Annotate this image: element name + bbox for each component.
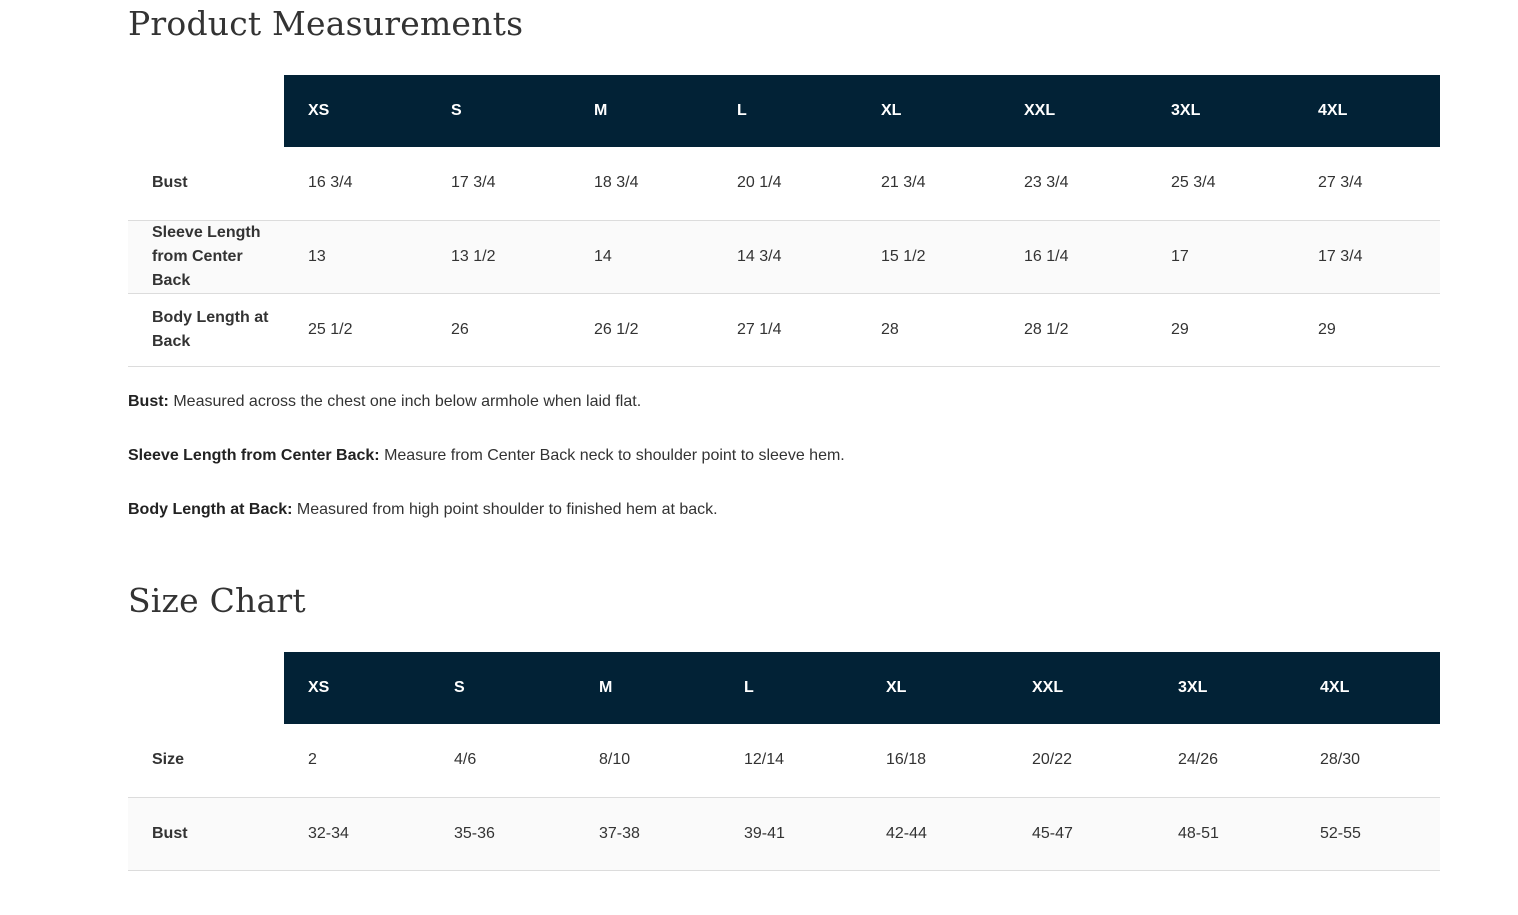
table-row-body-length: [128, 293, 1440, 366]
table-cell: 20/22: [1008, 724, 1154, 797]
size-header-xl: XL: [857, 75, 1000, 147]
size-header-xl: XL: [862, 652, 1008, 724]
table-cell: 16 3/4: [284, 147, 427, 220]
size-header-xs: XS: [284, 75, 427, 147]
row-label: Bust: [128, 147, 284, 220]
note-text: Measured across the chest one inch below armhole when laid flat.: [168, 393, 642, 410]
table-cell: 17 3/4: [427, 147, 570, 220]
size-header-m: M: [570, 75, 713, 147]
table-cell: 24/26: [1154, 724, 1296, 797]
note-text: Measure from Center Back neck to shoulder point to sleeve hem.: [379, 447, 845, 464]
table-cell: 21 3/4: [857, 147, 1000, 220]
note-term: Bust:: [128, 393, 169, 410]
table-cell: 26 1/2: [570, 293, 713, 366]
table-cell: 48-51: [1154, 797, 1296, 870]
table-cell: 2: [284, 724, 430, 797]
table-cell: 52-55: [1296, 797, 1440, 870]
table-cell: 14: [570, 220, 713, 293]
header-corner: [128, 652, 284, 724]
table-cell: 18 3/4: [570, 147, 713, 220]
measurement-notes: [128, 392, 1428, 554]
size-header-3xl: 3XL: [1147, 75, 1294, 147]
table-cell: 16/18: [862, 724, 1008, 797]
table-cell: 28/30: [1296, 724, 1440, 797]
table-cell: 27 1/4: [713, 293, 857, 366]
note-body-length: [128, 500, 1428, 554]
row-label: Body Length at Back: [128, 293, 284, 366]
table-row-sleeve-length: [128, 220, 1440, 293]
table-cell: 20 1/4: [713, 147, 857, 220]
table-cell: 14 3/4: [713, 220, 857, 293]
table-cell: 23 3/4: [1000, 147, 1147, 220]
size-header-xxl: XXL: [1000, 75, 1147, 147]
table-cell: 15 1/2: [857, 220, 1000, 293]
note-term: Body Length at Back:: [128, 501, 293, 518]
table-cell: 39-41: [720, 797, 862, 870]
table-cell: 28: [857, 293, 1000, 366]
table-row-bust: [128, 797, 1440, 870]
table-row-size: [128, 724, 1440, 797]
row-label: Bust: [128, 797, 284, 870]
size-chart-title: Size Chart: [128, 581, 306, 620]
table-cell: 13: [284, 220, 427, 293]
table-cell: 25 3/4: [1147, 147, 1294, 220]
table-cell: 37-38: [575, 797, 720, 870]
table-cell: 42-44: [862, 797, 1008, 870]
size-header-l: L: [720, 652, 862, 724]
table-cell: 29: [1147, 293, 1294, 366]
measurements-header-row: [128, 75, 1440, 147]
table-cell: 4/6: [430, 724, 575, 797]
table-cell: 28 1/2: [1000, 293, 1147, 366]
measurements-table: [128, 75, 1440, 367]
size-chart-table: [128, 652, 1440, 871]
table-cell: 25 1/2: [284, 293, 427, 366]
table-cell: 26: [427, 293, 570, 366]
table-cell: 12/14: [720, 724, 862, 797]
table-cell: 29: [1294, 293, 1440, 366]
table-cell: 45-47: [1008, 797, 1154, 870]
row-label: Size: [128, 724, 284, 797]
table-cell: 32-34: [284, 797, 430, 870]
note-text: Measured from high point shoulder to finished hem at back.: [292, 501, 718, 518]
size-header-xs: XS: [284, 652, 430, 724]
header-corner: [128, 75, 284, 147]
table-cell: 17 3/4: [1294, 220, 1440, 293]
size-header-l: L: [713, 75, 857, 147]
table-cell: 17: [1147, 220, 1294, 293]
table-cell: 35-36: [430, 797, 575, 870]
size-header-3xl: 3XL: [1154, 652, 1296, 724]
measurements-title: Product Measurements: [128, 4, 524, 43]
size-chart-header-row: [128, 652, 1440, 724]
note-sleeve-length: [128, 446, 1428, 500]
size-header-xxl: XXL: [1008, 652, 1154, 724]
row-label: Sleeve Length from Center Back: [128, 220, 284, 293]
table-row-bust: [128, 147, 1440, 220]
table-cell: 13 1/2: [427, 220, 570, 293]
size-header-s: S: [430, 652, 575, 724]
note-term: Sleeve Length from Center Back:: [128, 447, 380, 464]
table-cell: 16 1/4: [1000, 220, 1147, 293]
table-cell: 8/10: [575, 724, 720, 797]
size-header-4xl: 4XL: [1296, 652, 1440, 724]
table-cell: 27 3/4: [1294, 147, 1440, 220]
size-header-m: M: [575, 652, 720, 724]
note-bust: [128, 392, 1428, 446]
size-header-s: S: [427, 75, 570, 147]
size-header-4xl: 4XL: [1294, 75, 1440, 147]
